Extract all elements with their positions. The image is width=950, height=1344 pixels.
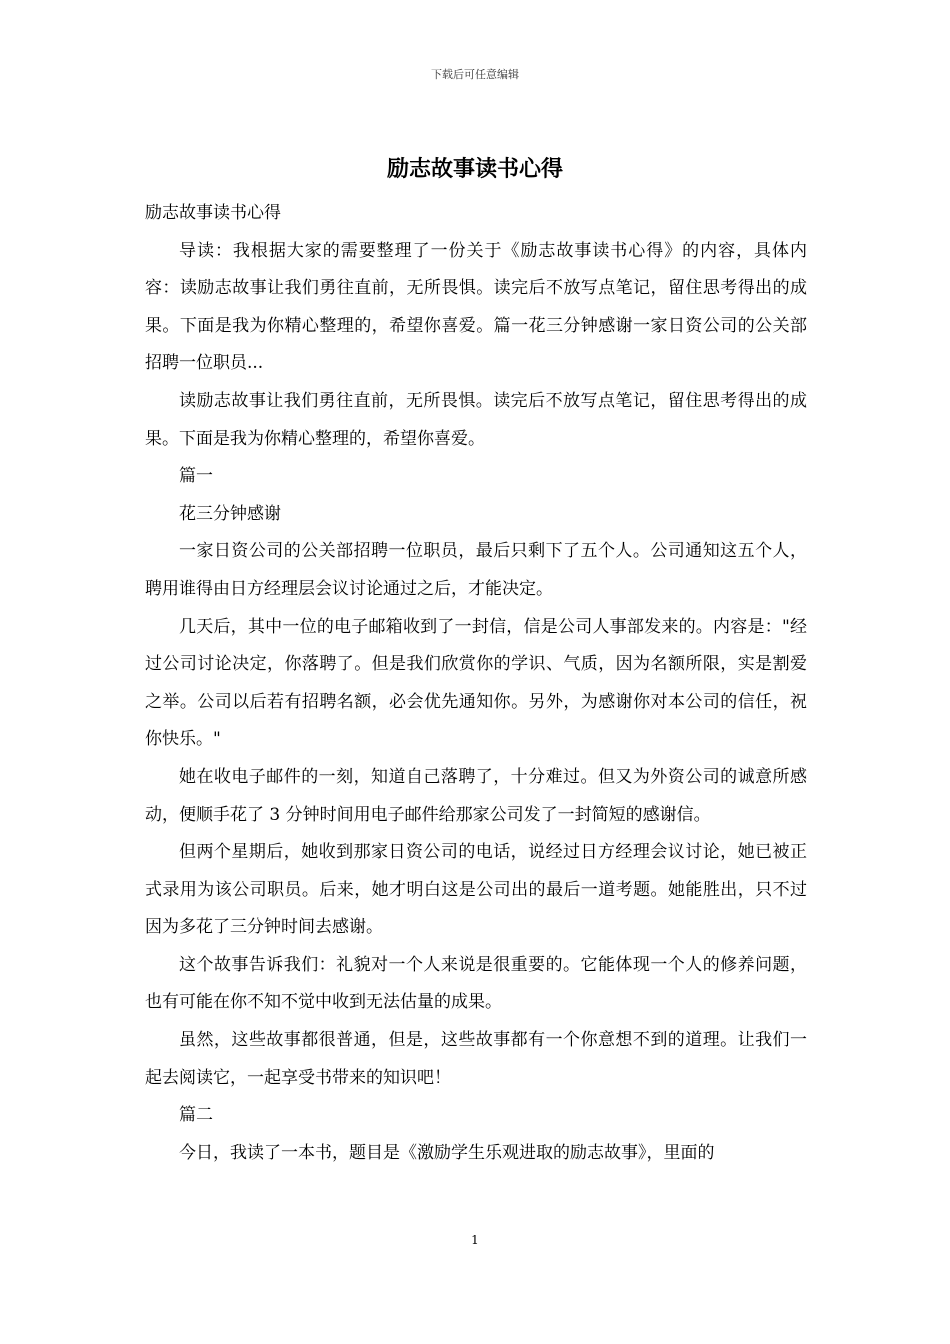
paragraph-intro: 导读：我根据大家的需要整理了一份关于《励志故事读书心得》的内容，具体内容：读励志故事让我们勇往直前，无所畏惧。读完后不放写点笔记，留住思考得出的成果。下面是我为你精心整理的，希望你喜爱。篇一花三分钟感谢一家日资公司的公关部招聘一位职员... (145, 240, 807, 374)
section-heading-1: 篇一 (179, 466, 213, 487)
paragraph: 今日，我读了一本书，题目是《激励学生乐观进取的励志故事》，里面的 (179, 1142, 715, 1163)
section-heading-2: 篇二 (179, 1105, 213, 1126)
document-title: 励志故事读书心得 (386, 156, 563, 182)
page-number: 1 (471, 1233, 479, 1247)
paragraph: 虽然，这些故事都很普通，但是，这些故事都有一个你意想不到的道理。让我们一起去阅读它，一起享受书带来的知识吧！ (145, 1030, 807, 1088)
document-body (145, 195, 807, 1172)
paragraph-summary: 读励志故事让我们勇往直前，无所畏惧。读完后不放写点笔记，留住思考得出的成果。下面是我为你精心整理的，希望你喜爱。 (145, 390, 807, 449)
paragraph: 但两个星期后，她收到那家日资公司的电话，说经过日方经理会议讨论，她已被正式录用为该公司职员。后来，她才明白这是公司出的最后一道考题。她能胜出，只不过因为多花了三分钟时间去感谢。 (145, 842, 807, 938)
story-title-1: 花三分钟感谢 (179, 503, 281, 524)
document-subtitle: 励志故事读书心得 (145, 203, 281, 223)
paragraph: 她在收电子邮件的一刻，知道自己落聘了，十分难过。但又为外资公司的诚意所感动，便顺手花了 3 分钟时间用电子邮件给那家公司发了一封简短的感谢信。 (145, 766, 807, 825)
paragraph: 这个故事告诉我们：礼貌对一个人来说是很重要的。它能体现一个人的修养问题，也有可能在你不知不觉中收到无法估量的成果。 (145, 954, 807, 1013)
paragraph: 几天后，其中一位的电子邮箱收到了一封信，信是公司人事部发来的。内容是："经过公司讨论决定，你落聘了。但是我们欣赏你的学识、气质，因为名额所限，实是割爱之举。公司以后若有招聘名额，必会优先通知你。另外，为感谢你对本公司的信任，祝你快乐。" (145, 616, 807, 750)
header-note: 下载后可任意编辑 (431, 68, 519, 81)
paragraph: 一家日资公司的公关部招聘一位职员，最后只剩下了五个人。公司通知这五个人，聘用谁得由日方经理层会议讨论通过之后，才能决定。 (145, 541, 807, 599)
